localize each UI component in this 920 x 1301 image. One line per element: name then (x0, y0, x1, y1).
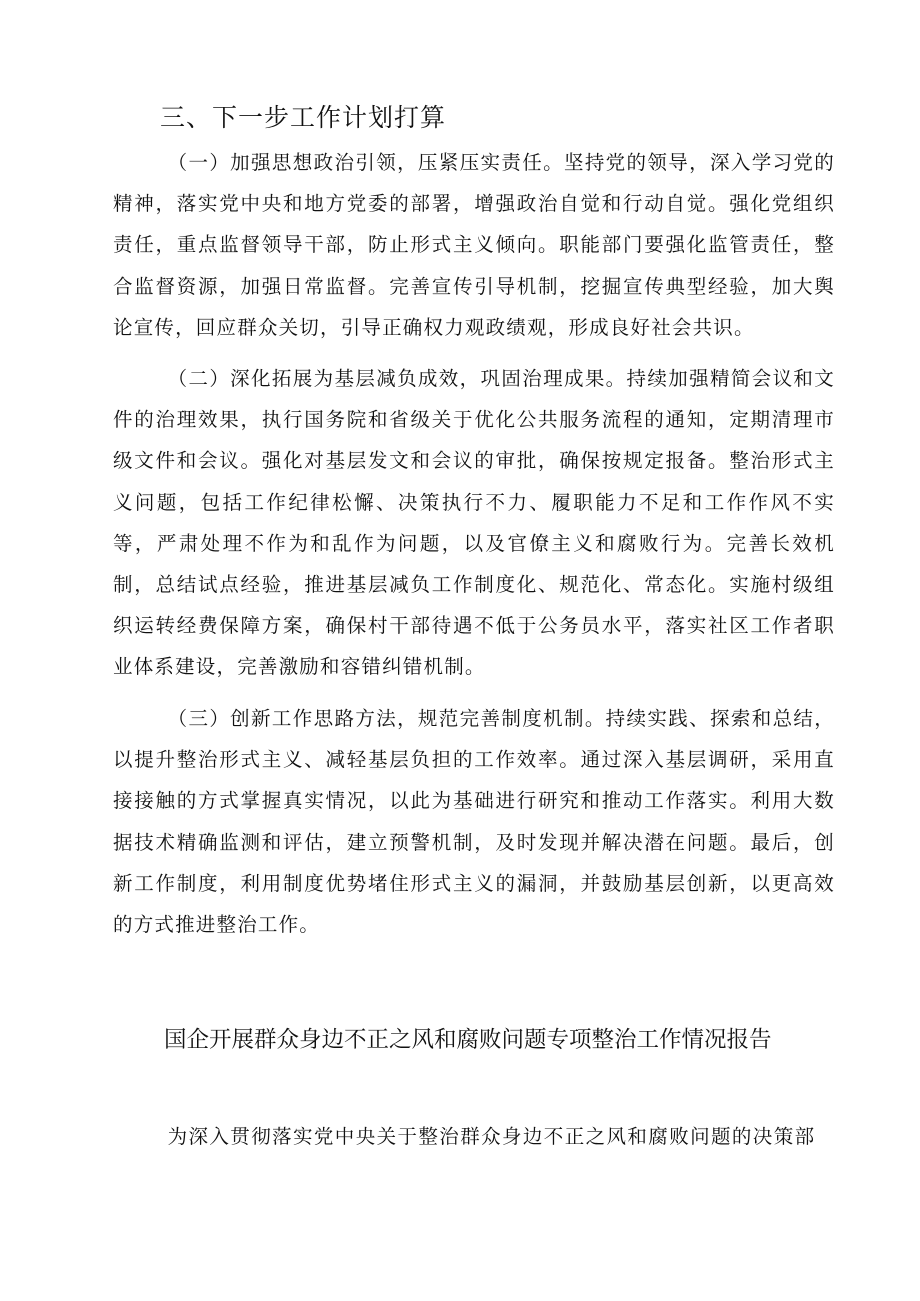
paragraph-innovate-work-methods: （三）创新工作思路方法，规范完善制度机制。持续实践、探索和总结，以提升整治形式主义、减轻基层负担的工作效率。通过深入基层调研，采用直接接触的方式掌握真实情况，以此为基础进行研究和推动工作落实。利用大数据技术精确监测和评估，建立预警机制，及时发现并解决潜在问题。最后，创新工作制度，利用制度优势堵住形式主义的漏洞，并鼓励基层创新，以更高效的方式推进整治工作。 (113, 707, 835, 937)
report-intro-paragraph: 为深入贯彻落实党中央关于整治群众身边不正之风和腐败问题的决策部 (167, 1125, 816, 1148)
paragraph-strengthen-political-guidance: （一）加强思想政治引领，压紧压实责任。坚持党的领导，深入学习党的精神，落实党中央和地方党委的部署，增强政治自觉和行动自觉。强化党组织责任，重点监督领导干部，防止形式主义倾向。职能部门要强化监管责任，整合监督资源，加强日常监督。完善宣传引导机制，挖掘宣传典型经验，加大舆论宣传，回应群众关切，引导正确权力观政绩观，形成良好社会共识。 (113, 151, 835, 339)
report-title: 国企开展群众身边不正之风和腐败问题专项整治工作情况报告 (164, 1027, 772, 1053)
section-heading: 三、下一步工作计划打算 (160, 103, 447, 132)
paragraph-reduce-grassroots-burden: （二）深化拓展为基层减负成效，巩固治理成果。持续加强精简会议和文件的治理效果，执行国务院和省级关于优化公共服务流程的通知，定期清理市级文件和会议。强化对基层发文和会议的审批，确保按规定报备。整治形式主义问题，包括工作纪律松懈、决策执行不力、履职能力不足和工作作风不实等，严肃处理不作为和乱作为问题，以及官僚主义和腐败行为。完善长效机制，总结试点经验，推进基层减负工作制度化、规范化、常态化。实施村级组织运转经费保障方案，确保村干部待遇不低于公务员水平，落实社区工作者职业体系建设，完善激励和容错纠错机制。 (113, 367, 835, 679)
